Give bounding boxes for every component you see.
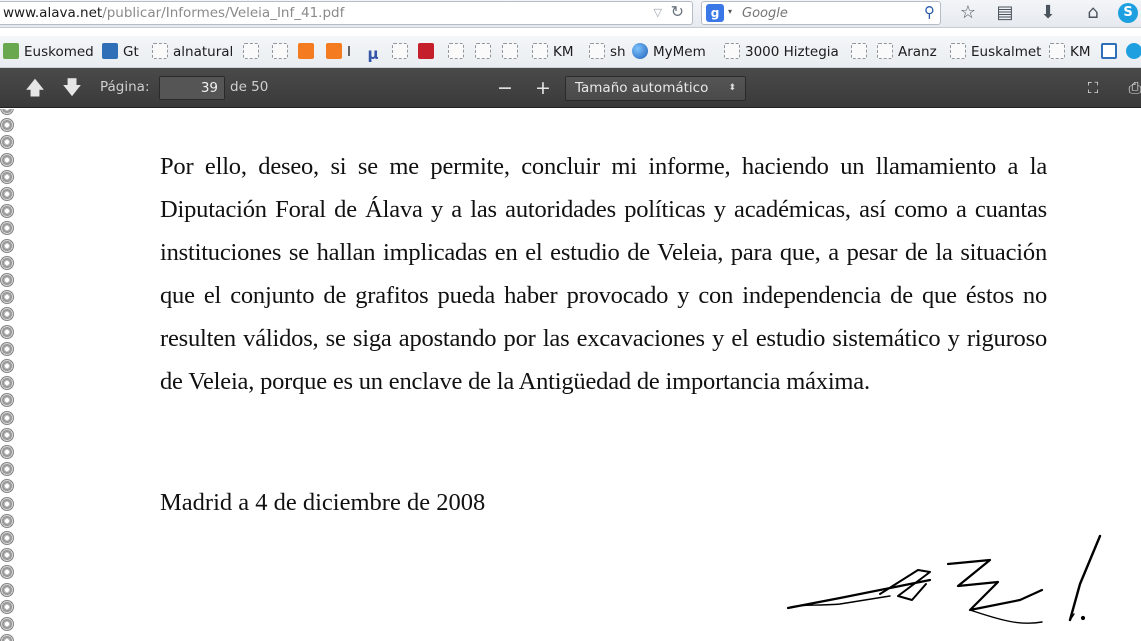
- binding-hole: [0, 187, 14, 201]
- page-number-input[interactable]: [159, 76, 225, 100]
- bookmark-item[interactable]: [877, 43, 937, 61]
- binding-hole: [0, 634, 14, 641]
- bookmark-item[interactable]: [502, 43, 523, 61]
- clipboard-icon[interactable]: ▤: [996, 2, 1014, 23]
- binding-hole: [0, 445, 14, 459]
- bookmark-item[interactable]: [152, 43, 233, 61]
- binding-hole: [0, 118, 14, 132]
- binding-hole: [0, 497, 14, 511]
- bookmark-item[interactable]: [1126, 43, 1141, 61]
- binding-hole: [0, 600, 14, 614]
- signoff-line: Madrid a 4 de diciembre de 2008: [160, 489, 486, 516]
- select-arrows-icon: ⬍: [728, 83, 736, 93]
- binding-holes: [0, 109, 16, 641]
- bookmark-item[interactable]: [298, 43, 319, 61]
- binding-hole: [0, 428, 14, 442]
- bookmark-item[interactable]: [632, 43, 706, 61]
- bookmark-empty-icon: [532, 43, 548, 59]
- zoom-value: Tamaño automático: [575, 80, 709, 96]
- binding-hole: [0, 239, 14, 253]
- bookmark-empty-icon: [589, 43, 605, 59]
- bookmark-empty-icon: [950, 43, 966, 59]
- bookmark-skyped-icon: [1126, 43, 1141, 59]
- bookmark-mu-icon: μ: [367, 45, 379, 63]
- binding-hole: [0, 342, 14, 356]
- binding-hole: [0, 109, 14, 115]
- bookmark-item[interactable]: [475, 43, 496, 61]
- binding-hole: [0, 411, 14, 425]
- bookmark-item[interactable]: [724, 43, 839, 61]
- download-icon[interactable]: ⬇: [1040, 2, 1056, 23]
- bookmark-item[interactable]: [589, 43, 626, 61]
- binding-hole: [0, 548, 14, 562]
- bookmark-label: KM: [553, 44, 574, 60]
- bookmark-empty-icon: [243, 43, 259, 59]
- bookmark-label: Euskalmet: [971, 44, 1042, 60]
- bookmark-bluea-icon: [102, 43, 118, 59]
- binding-hole: [0, 531, 14, 545]
- bookmark-empty-icon: [392, 43, 408, 59]
- body-paragraph: Por ello, deseo, si se me permite, concluir mi informe, haciendo un llamamiento a la Diputación Foral de Álava y a las autoridades políticas y académicas, así como a cuantas instituciones se hallan implicadas en el estudio de Veleia, para que, a pesar de la situación que el conjunto de grafitos pueda haber provocado y con independencia de que éstos no resulten válidos, se siga apostando por las excavaciones y el estudio sistemático y riguroso de Veleia, porque es un enclave de la Antigüedad de importancia máxima.: [160, 153, 1047, 395]
- bookmark-item[interactable]: [365, 43, 386, 61]
- bookmark-empty-icon: [448, 43, 464, 59]
- bookmark-label: MyMem: [653, 44, 706, 60]
- bookmark-item[interactable]: [392, 43, 413, 61]
- bookmark-label: Euskomed: [24, 44, 94, 60]
- bookmark-empty-icon: [502, 43, 518, 59]
- engine-dropdown-icon[interactable]: ▾: [728, 7, 733, 16]
- bookmark-item[interactable]: [448, 43, 469, 61]
- binding-hole: [0, 393, 14, 407]
- binding-hole: [0, 170, 14, 184]
- url-dropdown-icon[interactable]: ▽: [653, 6, 662, 19]
- reload-icon[interactable]: ↻: [670, 2, 684, 21]
- binding-hole: [0, 135, 14, 149]
- binding-hole: [0, 325, 14, 339]
- bookmark-item[interactable]: [3, 43, 94, 61]
- url-bar[interactable]: [0, 1, 693, 25]
- bookmark-empty-icon: [1049, 43, 1065, 59]
- binding-hole: [0, 221, 14, 235]
- binding-hole: [0, 273, 14, 287]
- bookmark-item[interactable]: [243, 43, 264, 61]
- bookmark-empty-icon: [152, 43, 168, 59]
- fullscreen-icon[interactable]: ⛶: [1087, 79, 1099, 97]
- url-path: /publicar/Informes/Veleia_Inf_41.pdf: [102, 5, 345, 21]
- bookmark-empty-icon: [272, 43, 288, 59]
- binding-hole: [0, 462, 14, 476]
- bookmark-empty-icon: [877, 43, 893, 59]
- zoom-out-button[interactable]: −: [497, 77, 513, 99]
- bookmark-item[interactable]: [1049, 43, 1091, 61]
- binding-hole: [0, 479, 14, 493]
- binding-hole: [0, 290, 14, 304]
- google-engine-icon[interactable]: g: [706, 4, 724, 22]
- star-icon[interactable]: ☆: [959, 2, 977, 23]
- bookmark-label: Gt: [123, 44, 139, 60]
- bookmark-green-icon: [3, 43, 19, 59]
- binding-hole: [0, 514, 14, 528]
- bookmark-label: Aranz: [898, 44, 937, 60]
- bookmark-item[interactable]: [532, 43, 574, 61]
- pdf-toolbar: [0, 68, 1141, 108]
- bookmark-item[interactable]: [326, 43, 351, 61]
- pdf-page: [0, 109, 1141, 641]
- print-icon[interactable]: ⎙: [1128, 78, 1141, 97]
- bookmark-label: I: [347, 44, 351, 60]
- page-label: Página:: [100, 79, 150, 95]
- binding-hole: [0, 204, 14, 218]
- bookmark-item[interactable]: [272, 43, 293, 61]
- search-input[interactable]: [742, 4, 912, 22]
- binding-hole: [0, 376, 14, 390]
- bookmark-empty-icon: [475, 43, 491, 59]
- page-total: de 50: [230, 79, 269, 95]
- bookmark-item[interactable]: [851, 43, 872, 61]
- bookmark-red-icon: [418, 43, 434, 59]
- bookmark-item[interactable]: [418, 43, 439, 61]
- bookmark-label: alnatural: [173, 44, 234, 60]
- binding-hole: [0, 307, 14, 321]
- bookmark-label: 3000 Hiztegia: [745, 44, 839, 60]
- bookmark-empty-icon: [851, 43, 867, 59]
- bookmark-blogger-icon: [298, 43, 314, 59]
- binding-hole: [0, 617, 14, 631]
- bookmark-bbox-icon: [1101, 43, 1117, 59]
- skype-icon[interactable]: S: [1118, 3, 1138, 23]
- search-bar[interactable]: [701, 1, 941, 25]
- up-arrow-icon[interactable]: 🡅: [25, 77, 45, 99]
- zoom-select[interactable]: [565, 76, 746, 101]
- bookmark-blogger-icon: [326, 43, 342, 59]
- down-arrow-icon[interactable]: 🡇: [62, 77, 82, 99]
- bookmark-label: KM: [1070, 44, 1091, 60]
- binding-hole: [0, 565, 14, 579]
- url-host: www.alava.net: [3, 5, 103, 21]
- home-icon[interactable]: ⌂: [1087, 2, 1099, 23]
- bookmark-label: sh: [610, 44, 626, 60]
- bookmark-item[interactable]: [1101, 43, 1122, 61]
- bookmark-globe-icon: [632, 43, 648, 59]
- binding-hole: [0, 359, 14, 373]
- binding-hole: [0, 583, 14, 597]
- bookmark-item[interactable]: [950, 43, 1041, 61]
- navigation-bar: [0, 0, 1141, 28]
- binding-hole: [0, 153, 14, 167]
- search-icon[interactable]: ⚲: [924, 3, 935, 21]
- zoom-in-button[interactable]: +: [535, 77, 551, 99]
- binding-hole: [0, 256, 14, 270]
- bookmark-item[interactable]: [102, 43, 139, 61]
- signature-image: [780, 534, 1120, 641]
- bookmark-empty-icon: [724, 43, 740, 59]
- bookmarks-toolbar: [0, 36, 1141, 68]
